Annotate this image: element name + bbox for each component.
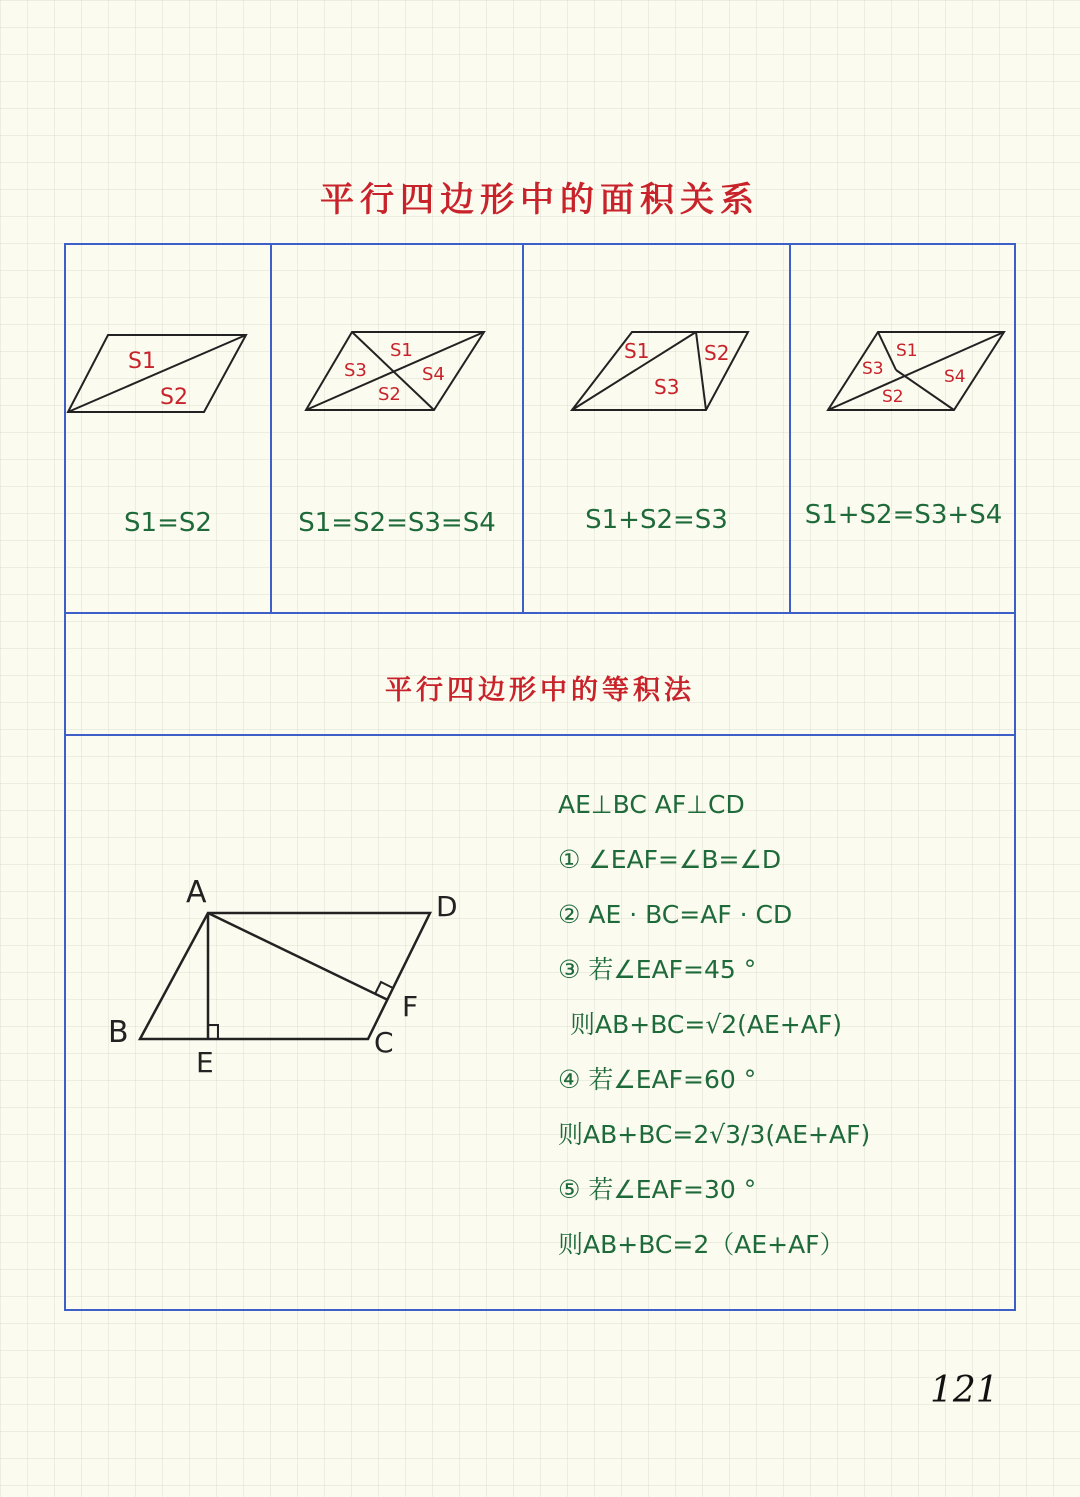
vertex-label-d: D [436,890,458,923]
region-label-s1: S1 [624,339,650,363]
property-notes [558,785,998,1280]
formula-panel-2: S1=S2=S3=S4 [298,508,496,538]
parallelogram-figure-4 [826,320,1011,420]
formula-panel-3: S1+S2=S3 [585,505,728,535]
note-line: ① ∠EAF=∠B=∠D [558,845,782,874]
point-label-f: F [402,990,419,1023]
region-label-s3: S3 [654,375,680,399]
column-divider-1 [270,243,272,614]
region-label-s3: S3 [344,360,367,381]
note-line: 则AB+BC=2（AE+AF） [558,1230,845,1259]
note-line: 则AB+BC=2√3/3(AE+AF) [558,1120,871,1149]
vertex-label-c: C [374,1026,394,1059]
region-label-s2: S2 [704,341,730,365]
region-label-s2: S2 [378,384,401,405]
section-title: 平行四边形中的等积法 [385,675,695,706]
note-line: 则AB+BC=√2(AE+AF) [570,1010,842,1039]
region-label-s1: S1 [390,340,413,361]
column-divider-3 [789,243,791,614]
vertex-label-a: A [186,875,207,910]
formula-panel-1: S1=S2 [124,508,212,538]
note-line: AE⊥BC AF⊥CD [558,790,745,819]
region-label-s4: S4 [944,367,966,387]
region-label-s2: S2 [160,385,188,410]
row-divider-1 [64,612,1016,614]
row-divider-2 [64,734,1016,736]
vertex-label-b: B [108,1015,129,1050]
note-line: ⑤ 若∠EAF=30 ° [558,1175,757,1204]
parallelogram-diagram [100,860,480,1090]
parallelogram-figure-1 [66,320,256,430]
formula-panel-4: S1+S2=S3+S4 [804,500,1003,530]
region-label-s1: S1 [896,341,918,361]
parallelogram-figure-3 [568,320,758,420]
parallelogram-figure-2 [300,320,490,420]
column-divider-2 [522,243,524,614]
region-label-s2: S2 [882,387,904,407]
point-label-e: E [196,1046,214,1079]
page-title: 平行四边形中的面积关系 [320,180,760,220]
region-label-s3: S3 [862,359,884,379]
note-line: ④ 若∠EAF=60 ° [558,1065,757,1094]
note-line: ② AE · BC=AF · CD [558,900,793,929]
region-label-s1: S1 [128,349,156,374]
region-label-s4: S4 [422,364,445,385]
note-line: ③ 若∠EAF=45 ° [558,955,757,984]
page-number: 121 [930,1370,999,1411]
